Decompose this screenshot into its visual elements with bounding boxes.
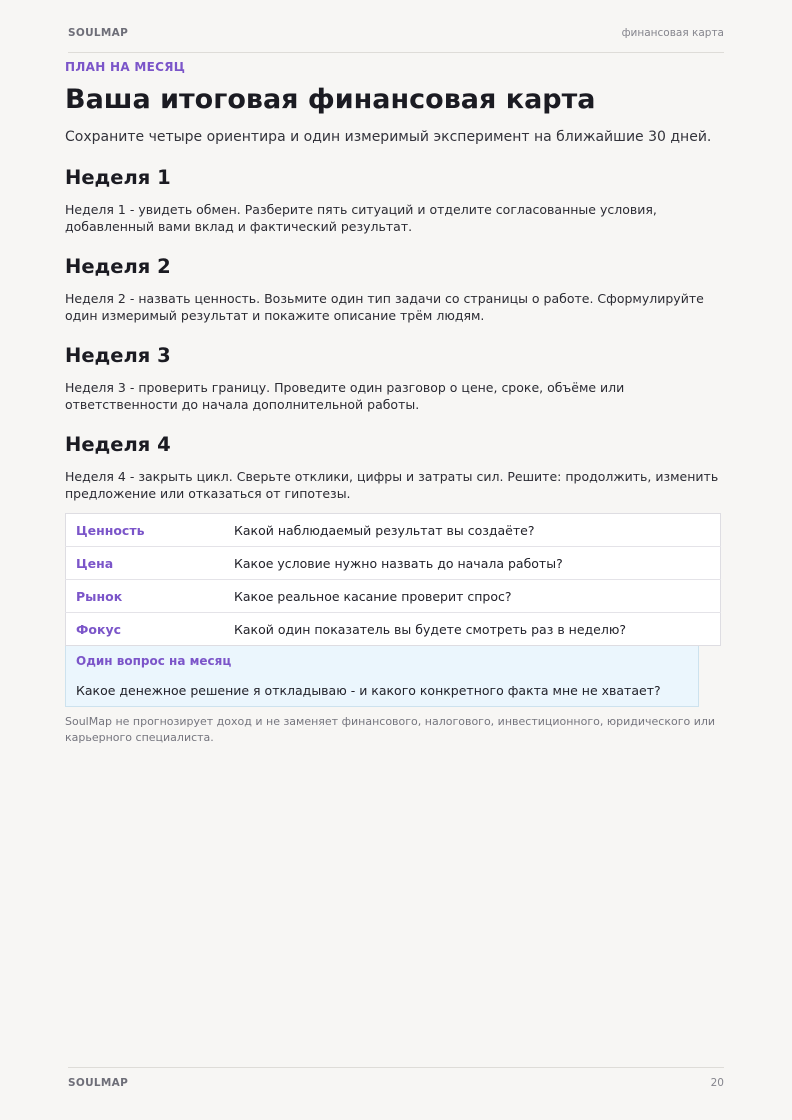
week-1-heading: Неделя 1 bbox=[65, 166, 171, 189]
page-title: Ваша итоговая финансовая карта bbox=[65, 84, 596, 115]
monthly-question-text: Какое денежное решение я откладываю - и какого конкретного факта мне не хватает? bbox=[76, 683, 661, 698]
disclaimer: SoulMap не прогнозирует доход и не заменяет финансового, налогового, инвестиционного, юридического или карьерного специалиста. bbox=[65, 715, 716, 744]
page-subtitle: Сохраните четыре ориентира и один измеримый эксперимент на ближайшие 30 дней. bbox=[65, 129, 712, 145]
table-row-value: Какой наблюдаемый результат вы создаёте? bbox=[234, 522, 535, 538]
table-row-value: Какое реальное касание проверит спрос? bbox=[224, 580, 721, 613]
week-3-heading: Неделя 3 bbox=[65, 344, 171, 367]
table-row-key: Ценность bbox=[76, 522, 145, 538]
table-row bbox=[66, 580, 721, 613]
table-row-key: Цена bbox=[66, 547, 225, 580]
week-4-heading: Неделя 4 bbox=[65, 433, 171, 456]
table-row bbox=[66, 613, 721, 646]
page-header bbox=[68, 27, 724, 53]
monthly-question-title: Один вопрос на месяц bbox=[76, 654, 232, 668]
week-2-section bbox=[65, 255, 730, 324]
week-2-text: Неделя 2 - назвать ценность. Возьмите один тип задачи со страницы о работе. Сформулируйте один измеримый результат и покажите описание трём людям. bbox=[65, 291, 704, 323]
table-row-value: Какой один показатель вы будете смотреть раз в неделю? bbox=[224, 613, 721, 646]
eyebrow-label: ПЛАН НА МЕСЯЦ bbox=[65, 60, 186, 74]
week-1-section bbox=[65, 166, 730, 235]
table-row-key: Рынок bbox=[66, 580, 225, 613]
page-number: 20 bbox=[710, 1077, 724, 1089]
week-3-text: Неделя 3 - проверить границу. Проведите один разговор о цене, сроке, объёме или ответственности до начала дополнительной работы. bbox=[65, 380, 625, 412]
table-row-key: Фокус bbox=[66, 613, 225, 646]
header-section-label: финансовая карта bbox=[621, 27, 724, 39]
week-3-section bbox=[65, 344, 730, 413]
monthly-question-box bbox=[65, 646, 699, 707]
compass-table bbox=[65, 513, 721, 646]
table-row bbox=[66, 547, 721, 580]
footer-brand: SOULMAP bbox=[68, 1077, 129, 1089]
header-brand: SOULMAP bbox=[68, 27, 129, 39]
week-4-text: Неделя 4 - закрыть цикл. Сверьте отклики, цифры и затраты сил. Решите: продолжить, изменить предложение или отказаться от гипотезы. bbox=[65, 469, 719, 501]
week-2-heading: Неделя 2 bbox=[65, 255, 171, 278]
table-row bbox=[66, 514, 721, 547]
table-row-value: Какое условие нужно назвать до начала работы? bbox=[224, 547, 721, 580]
week-4-section bbox=[65, 433, 730, 502]
page-footer bbox=[68, 1067, 724, 1089]
page-content bbox=[65, 60, 730, 746]
week-1-text: Неделя 1 - увидеть обмен. Разберите пять ситуаций и отделите согласованные условия, добавленный вами вклад и фактический результат. bbox=[65, 202, 657, 234]
